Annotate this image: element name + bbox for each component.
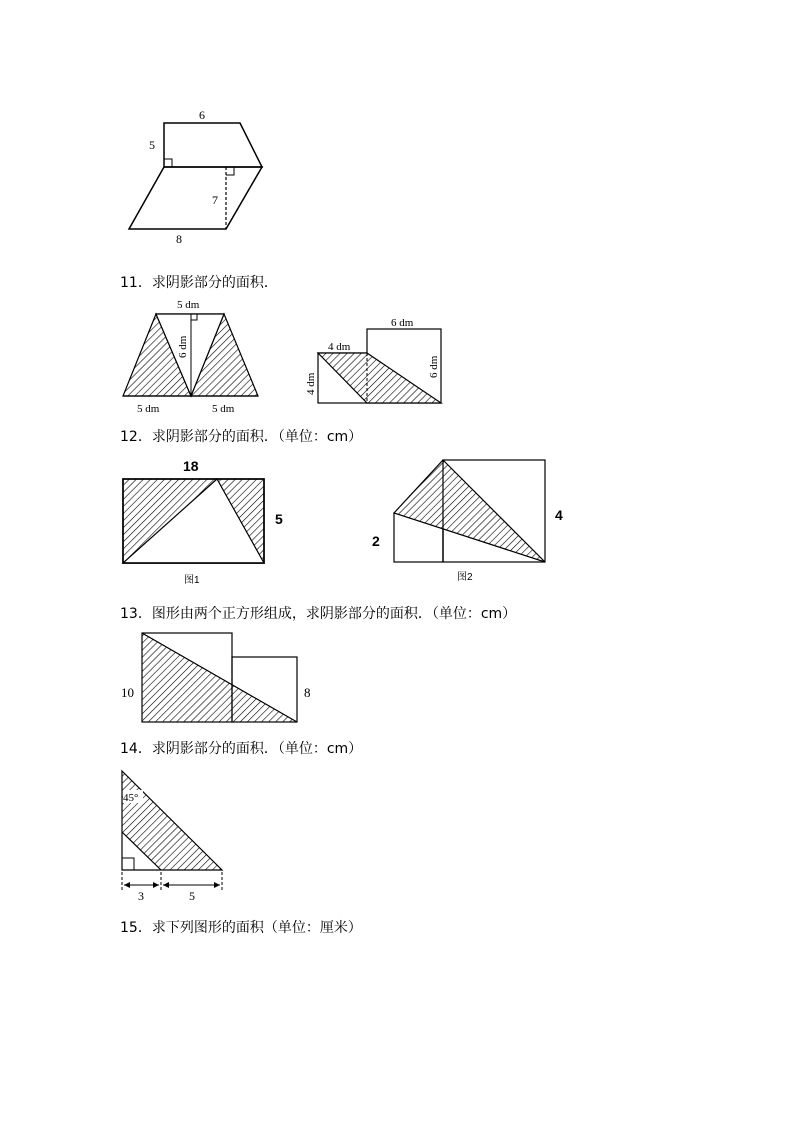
label-bottom: 8	[176, 232, 182, 246]
label-width: 18	[183, 458, 199, 474]
label-big-side: 6 dm	[428, 355, 440, 378]
arrow	[124, 882, 130, 888]
label-left-len: 3	[138, 889, 144, 903]
label-top: 5 dm	[177, 299, 200, 311]
question-15: 15．求下列图形的面积（单位：厘米）	[120, 920, 362, 936]
label-bottom-right: 5 dm	[212, 403, 235, 415]
label-height: 5	[275, 511, 283, 527]
label-height: 6 dm	[177, 335, 189, 358]
label-top: 6	[199, 108, 205, 122]
label-small-top: 4 dm	[328, 341, 351, 353]
arrow	[214, 882, 220, 888]
question-14: 14．求阴影部分的面积．（单位：cm）	[120, 741, 363, 757]
caption: 图2	[457, 572, 473, 583]
question-13: 13．图形由两个正方形组成，求阴影部分的面积．（单位：cm）	[120, 606, 517, 622]
label-small-side: 4 dm	[305, 372, 317, 395]
label-big: 10	[121, 685, 134, 700]
question-12: 12．求阴影部分的面积．（单位：cm）	[120, 429, 363, 445]
label-right-len: 5	[189, 889, 195, 903]
label-angle: 45°	[123, 792, 139, 804]
right-angle-mark	[122, 858, 134, 870]
arrow	[153, 882, 159, 888]
label-big: 4	[555, 507, 563, 523]
caption: 图1	[184, 575, 200, 586]
label-small: 2	[372, 533, 380, 549]
label-left: 5	[149, 138, 155, 152]
arrow	[163, 882, 169, 888]
label-small: 8	[304, 685, 311, 700]
question-11: 11．求阴影部分的面积．	[120, 275, 278, 291]
label-bottom-left: 5 dm	[137, 403, 160, 415]
label-big-top: 6 dm	[391, 317, 414, 329]
label-height: 7	[212, 193, 218, 207]
